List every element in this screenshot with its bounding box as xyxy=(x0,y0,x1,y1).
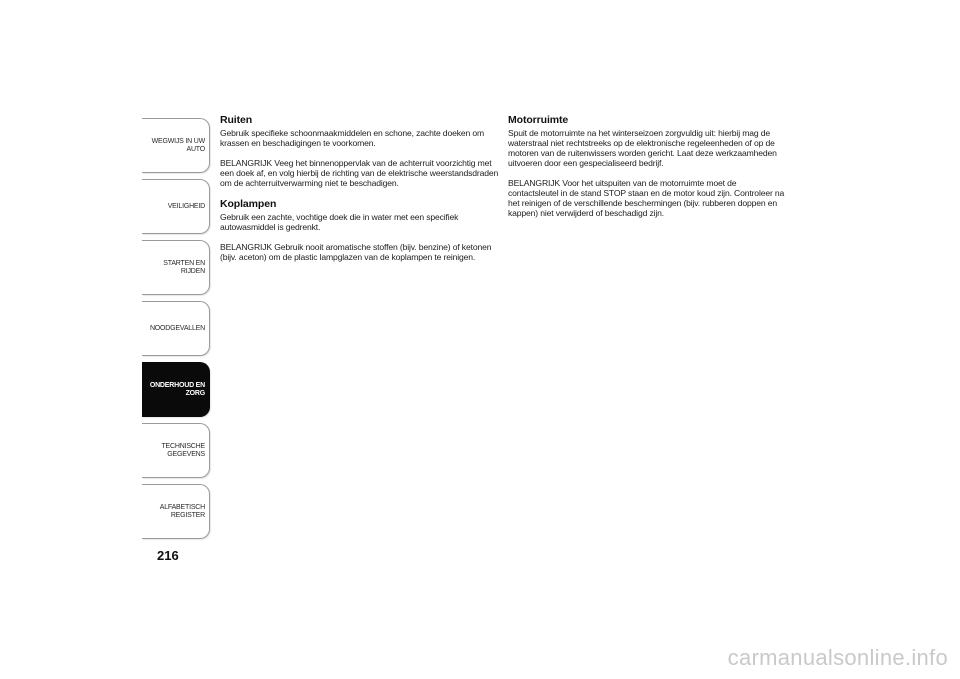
motorruimte-paragraph-1: Spuit de motorruimte na het winterseizoen zorgvuldig uit: hierbij mag de waterstraal niet rechtstreeks op de elektronische regeleenheden of op de motoren van de ruitenwissers worden gericht. Laat deze werkzaamheden uitvoeren door een gespecialiseerd bedrijf. xyxy=(508,128,777,168)
koplampen-heading: Koplampen xyxy=(220,198,277,210)
koplampen-paragraph-2: BELANGRIJK Gebruik nooit aromatische stoffen (bijv. benzine) of ketonen (bijv. aceton) om de plastic lampglazen van de koplampen te reinigen. xyxy=(220,242,492,262)
motorruimte-paragraph-2: BELANGRIJK Voor het uitspuiten van de motorruimte moet de contactsleutel in de stand STOP staan en de motor koud zijn. Controleer na het reinigen of de verschillende beschermingen (bijv. rubberen doppen en kappen) niet verwijderd of beschadigd zijn. xyxy=(508,178,785,218)
page-number: 216 xyxy=(157,548,179,563)
ruiten-paragraph-2: BELANGRIJK Veeg het binnenoppervlak van de achterruit voorzichtig met een doek af, en volg hierbij de richting van de elektrische weerstandsdraden om de achterruitverwarming niet te beschadigen. xyxy=(220,158,499,188)
tab-veiligheid[interactable]: VEILIGHEID xyxy=(142,179,210,234)
tab-wegwijs-in-uw-auto[interactable]: WEGWIJS IN UW AUTO xyxy=(142,118,210,173)
left-column xyxy=(220,114,500,272)
right-column xyxy=(508,114,788,228)
ruiten-heading: Ruiten xyxy=(220,114,253,126)
tab-starten-en-rijden[interactable]: STARTEN EN RIJDEN xyxy=(142,240,210,295)
tab-noodgevallen[interactable]: NOODGEVALLEN xyxy=(142,301,210,356)
tab-technische-gegevens[interactable]: TECHNISCHE GEGEVENS xyxy=(142,423,210,478)
motorruimte-heading: Motorruimte xyxy=(508,114,569,126)
tab-alfabetisch-register[interactable]: ALFABETISCH REGISTER xyxy=(142,484,210,539)
watermark: carmanualsonline.info xyxy=(727,645,948,670)
koplampen-paragraph-1: Gebruik een zachte, vochtige doek die in water met een specifiek autowasmiddel is gedrenkt. xyxy=(220,212,459,232)
tab-onderhoud-en-zorg[interactable]: ONDERHOUD EN ZORG xyxy=(142,362,210,417)
ruiten-paragraph-1: Gebruik specifieke schoonmaakmiddelen en schone, zachte doeken om krassen en beschadigingen te voorkomen. xyxy=(220,128,484,148)
